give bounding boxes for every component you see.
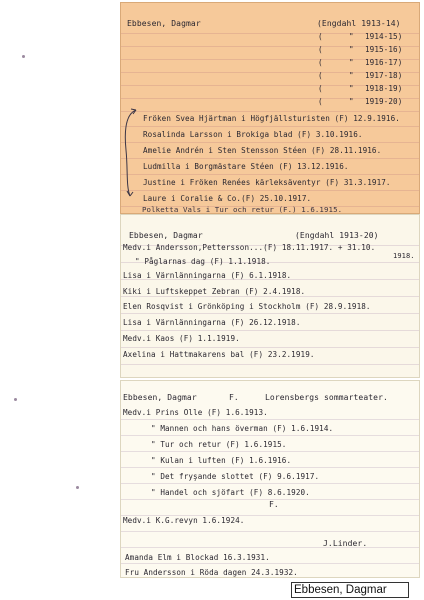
season-open: ( xyxy=(318,45,323,54)
card2-engaged: (Engdahl 1913-20) xyxy=(295,231,379,240)
season-year: 1916-17) xyxy=(365,58,403,67)
season-year: 1918-19) xyxy=(365,84,403,93)
role-entry: Elen Rosqvist i Grönköping i Stockholm (F) 28.9.1918. xyxy=(123,302,371,311)
season-open: ( xyxy=(318,97,323,106)
ditto-mark: " xyxy=(349,45,354,54)
season-open: ( xyxy=(318,58,323,67)
role-entry: Amelie Andrén i Sten Stensson Stéen (F) 28.11.1916. xyxy=(143,146,382,155)
season-year: 1917-18) xyxy=(365,71,403,80)
role-entry: Rosalinda Larsson i Brokiga blad (F) 3.10.1916. xyxy=(143,130,363,139)
role-entry: " Kulan i luften (F) 1.6.1916. xyxy=(151,456,292,465)
role-entry: Fröken Svea Hjärtman i Högfjällsturisten (F) 12.9.1916. xyxy=(143,114,400,123)
margin-dot xyxy=(76,486,79,489)
margin-dot xyxy=(14,398,17,401)
card1-name: Ebbesen, Dagmar xyxy=(127,19,201,28)
card1-engaged: (Engdahl 1913-14) xyxy=(317,19,401,28)
season-year: 1919-20) xyxy=(365,97,403,106)
margin-dot xyxy=(22,55,25,58)
role-entry: " Påglarnas dag (F) 1.1.1918. xyxy=(135,257,271,266)
season-open: ( xyxy=(318,71,323,80)
role-entry: Lisa i Värnlänningarna (F) 26.12.1918. xyxy=(123,318,301,327)
ditto-mark: " xyxy=(349,58,354,67)
role-entry: Amanda Elm i Blockad 16.3.1931. xyxy=(125,553,270,562)
role-entry: Kiki i Luftskeppet Zebran (F) 2.4.1918. xyxy=(123,287,306,296)
role-entry: Lisa i Värnlänningarna (F) 6.1.1918. xyxy=(123,271,292,280)
card3-name: Ebbesen, Dagmar xyxy=(123,393,197,402)
role-entry: " Tur och retur (F) 1.6.1915. xyxy=(151,440,287,449)
role-entry: Fru Andersson i Röda dagen 24.3.1932. xyxy=(125,568,298,577)
ditto-mark: " xyxy=(349,84,354,93)
season-open: ( xyxy=(318,84,323,93)
ditto-mark: " xyxy=(349,32,354,41)
role-entry: Medv.i Prins Olle (F) 1.6.1913. xyxy=(123,408,268,417)
role-entry: Axelina i Hattmakarens bal (F) 23.2.1919. xyxy=(123,350,315,359)
index-card-3 xyxy=(120,380,420,578)
role-entry-extra-year: 1918. xyxy=(393,252,415,260)
season-open: ( xyxy=(318,32,323,41)
ditto-mark: " xyxy=(349,97,354,106)
ditto-mark: " xyxy=(349,71,354,80)
role-entry: Medv.i Kaos (F) 1.1.1919. xyxy=(123,334,240,343)
image-caption: Ebbesen, Dagmar xyxy=(291,582,409,598)
bracket-arrow-icon xyxy=(120,100,142,210)
role-entry: " Mannen och hans överman (F) 1.6.1914. xyxy=(151,424,334,433)
role-entry: Medv.i Andersson,Pettersson...(F) 18.11.1917. + 31.10. xyxy=(123,243,376,252)
role-entry: Justine i Fröken Renées kärleksäventyr (F) 31.3.1917. xyxy=(143,178,391,187)
card3-theatre-2: J.Linder. xyxy=(323,539,368,548)
season-year: 1915-16) xyxy=(365,45,403,54)
card3-mark-2: F. xyxy=(269,500,279,509)
role-entry: Laure i Coralie & Co.(F) 25.10.1917. xyxy=(143,194,312,203)
revue-entry: Medv.i K.G.revyn 1.6.1924. xyxy=(123,516,245,525)
card3-theatre-mark: F. xyxy=(229,393,239,402)
role-entry: " Det fryşande slottet (F) 9.6.1917. xyxy=(151,472,320,481)
index-card-1 xyxy=(120,2,420,214)
role-entry: " Handel och sjöfart (F) 8.6.1920. xyxy=(151,488,310,497)
season-year: 1914-15) xyxy=(365,32,403,41)
role-entry: Polketta Vals i Tur och retur (F.) 1.6.1915. xyxy=(142,205,343,214)
role-entry: Ludmilla i Borgmästare Stéen (F) 13.12.1916. xyxy=(143,162,349,171)
card2-name: Ebbesen, Dagmar xyxy=(129,231,203,240)
index-card-2 xyxy=(120,214,420,378)
card3-theatre: Lorensbergs sommarteater. xyxy=(265,393,388,402)
